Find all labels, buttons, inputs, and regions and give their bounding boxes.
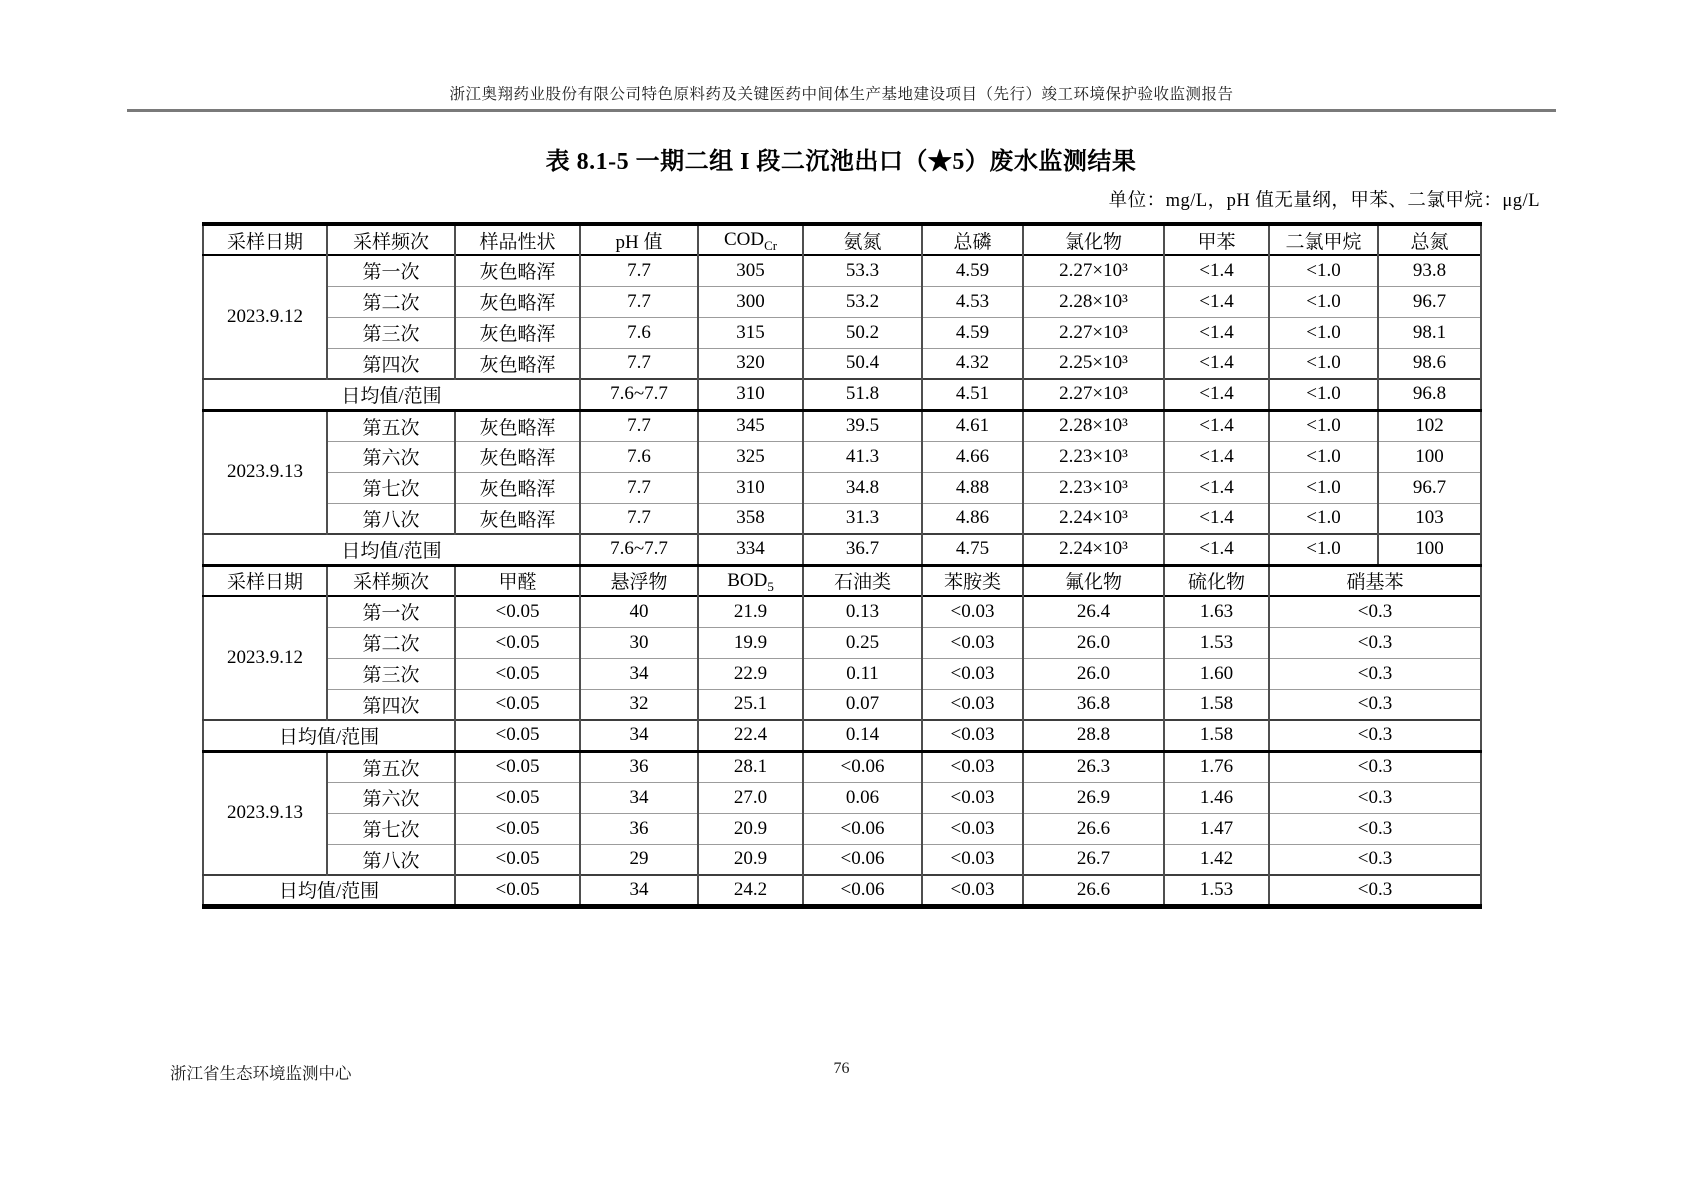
value-cell: <0.3 [1269,813,1481,844]
value-cell: 345 [698,410,803,441]
value-cell: <0.03 [922,782,1023,813]
col-header [803,565,922,596]
value-cell: 26.4 [1023,596,1164,627]
value-cell: <1.4 [1164,348,1269,379]
value-cell: <1.0 [1269,286,1378,317]
value-cell: 灰色略浑 [455,255,580,286]
col-header-label: 苯胺类 [943,572,1001,594]
value-cell: 1.63 [1164,596,1269,627]
col-header-label: 采样日期 [226,231,303,253]
value-cell: 20.9 [698,813,803,844]
value-cell: 300 [698,286,803,317]
value-cell: 24.2 [698,875,803,906]
value-cell: 34 [580,658,698,689]
value-cell: <1.0 [1269,379,1378,410]
value-cell: <0.05 [455,782,580,813]
col-header [1269,565,1481,596]
monitoring-table [202,222,1482,909]
value-cell: <0.06 [803,844,922,875]
value-cell: 34 [580,782,698,813]
value-cell: 28.1 [698,751,803,782]
frequency-cell: 第八次 [327,503,455,534]
frequency-cell: 第七次 [327,472,455,503]
value-cell: 0.06 [803,782,922,813]
value-cell: 1.53 [1164,875,1269,906]
table-row [203,751,1481,782]
value-cell: 1.58 [1164,720,1269,751]
value-cell: <0.3 [1269,875,1481,906]
value-cell: 灰色略浑 [455,503,580,534]
value-cell: <0.3 [1269,658,1481,689]
col-header-label: 二氯甲烷 [1285,231,1362,253]
value-cell: 22.4 [698,720,803,751]
col-header-subscript: 5 [767,578,774,594]
value-cell: 26.0 [1023,658,1164,689]
value-cell: 灰色略浑 [455,317,580,348]
value-cell: 26.6 [1023,813,1164,844]
col-header [455,224,580,255]
value-cell: 2.28×10³ [1023,410,1164,441]
date-cell: 2023.9.12 [203,596,327,720]
frequency-cell: 第五次 [327,751,455,782]
frequency-cell: 第五次 [327,410,455,441]
header-divider [127,109,1556,112]
value-cell: <1.4 [1164,286,1269,317]
col-header-label: 悬浮物 [610,572,668,594]
value-cell: 7.7 [580,472,698,503]
value-cell: 358 [698,503,803,534]
value-cell: 39.5 [803,410,922,441]
value-cell: 4.61 [922,410,1023,441]
value-cell: 4.53 [922,286,1023,317]
frequency-cell: 第二次 [327,627,455,658]
col-header-label: 硝基苯 [1346,572,1404,594]
daily-average-row [203,534,1481,565]
value-cell: 0.11 [803,658,922,689]
value-cell: <1.4 [1164,472,1269,503]
table-row [203,503,1481,534]
value-cell: <1.4 [1164,255,1269,286]
col-header [327,565,455,596]
value-cell: 4.51 [922,379,1023,410]
frequency-cell: 第三次 [327,317,455,348]
col-header [455,565,580,596]
frequency-cell: 第四次 [327,348,455,379]
value-cell: 50.4 [803,348,922,379]
value-cell: <0.03 [922,689,1023,720]
frequency-cell: 第八次 [327,844,455,875]
value-cell: 26.7 [1023,844,1164,875]
value-cell: 325 [698,441,803,472]
value-cell: 36.7 [803,534,922,565]
value-cell: 19.9 [698,627,803,658]
value-cell: 7.7 [580,255,698,286]
value-cell: 灰色略浑 [455,286,580,317]
table-header-row [203,565,1481,596]
value-cell: 26.6 [1023,875,1164,906]
value-cell: 31.3 [803,503,922,534]
col-header [803,224,922,255]
value-cell: 7.7 [580,410,698,441]
table-row [203,286,1481,317]
value-cell: <1.4 [1164,503,1269,534]
value-cell: <0.3 [1269,720,1481,751]
frequency-cell: 第二次 [327,286,455,317]
value-cell: <0.05 [455,689,580,720]
value-cell: 36 [580,751,698,782]
value-cell: <1.0 [1269,534,1378,565]
table-row [203,410,1481,441]
col-header-label: COD [723,229,765,250]
value-cell: 34 [580,875,698,906]
value-cell: <0.05 [455,875,580,906]
value-cell: <0.06 [803,875,922,906]
value-cell: <1.4 [1164,379,1269,410]
value-cell: <1.0 [1269,503,1378,534]
frequency-cell: 第一次 [327,596,455,627]
value-cell: 26.3 [1023,751,1164,782]
value-cell: 2.23×10³ [1023,472,1164,503]
value-cell: 7.7 [580,503,698,534]
value-cell: 103 [1378,503,1481,534]
frequency-cell: 第六次 [327,441,455,472]
table-row [203,844,1481,875]
date-cell: 2023.9.13 [203,410,327,534]
frequency-cell: 第一次 [327,255,455,286]
col-header-label: 采样频次 [352,572,429,594]
value-cell: 7.7 [580,286,698,317]
value-cell: <0.3 [1269,782,1481,813]
value-cell: <1.4 [1164,534,1269,565]
value-cell: 40 [580,596,698,627]
value-cell: 2.24×10³ [1023,534,1164,565]
value-cell: 灰色略浑 [455,410,580,441]
col-header [1164,224,1269,255]
col-header-label: 氟化物 [1064,572,1122,594]
col-header-label: 甲苯 [1197,231,1236,253]
daily-average-label: 日均值/范围 [203,720,455,751]
value-cell: 2.27×10³ [1023,255,1164,286]
col-header-label: 氨氮 [843,231,882,253]
value-cell: <1.0 [1269,348,1378,379]
value-cell: <0.05 [455,751,580,782]
col-header [1269,224,1378,255]
frequency-cell: 第七次 [327,813,455,844]
daily-average-row [203,875,1481,906]
value-cell: 27.0 [698,782,803,813]
table-row [203,658,1481,689]
value-cell: <0.05 [455,813,580,844]
col-header-label: 硫化物 [1187,572,1245,594]
col-header [580,565,698,596]
value-cell: <1.4 [1164,410,1269,441]
value-cell: <0.3 [1269,751,1481,782]
value-cell: 4.75 [922,534,1023,565]
value-cell: <0.03 [922,658,1023,689]
value-cell: <0.3 [1269,844,1481,875]
value-cell: 51.8 [803,379,922,410]
value-cell: 100 [1378,441,1481,472]
col-header-label: pH 值 [615,231,663,253]
value-cell: 1.53 [1164,627,1269,658]
daily-average-row [203,379,1481,410]
value-cell: <0.05 [455,596,580,627]
value-cell: 315 [698,317,803,348]
value-cell: 4.86 [922,503,1023,534]
col-header [922,224,1023,255]
value-cell: 1.76 [1164,751,1269,782]
value-cell: 4.88 [922,472,1023,503]
col-header [922,565,1023,596]
col-header-label: 采样日期 [226,572,303,594]
daily-average-label: 日均值/范围 [203,379,580,410]
value-cell: 30 [580,627,698,658]
value-cell: 1.42 [1164,844,1269,875]
value-cell: 灰色略浑 [455,348,580,379]
table-row [203,441,1481,472]
table-row [203,317,1481,348]
value-cell: <0.05 [455,844,580,875]
value-cell: <0.05 [455,658,580,689]
daily-average-label: 日均值/范围 [203,534,580,565]
value-cell: <0.03 [922,751,1023,782]
col-header-label: 氯化物 [1064,231,1122,253]
col-header [1378,224,1481,255]
page-header-text: 浙江奥翔药业股份有限公司特色原料药及关键医药中间体生产基地建设项目（先行）竣工环境保护验收监测报告 [449,86,1234,103]
value-cell: 53.3 [803,255,922,286]
value-cell: 4.59 [922,255,1023,286]
value-cell: 102 [1378,410,1481,441]
page-number: 76 [833,1060,850,1077]
col-header-label: 采样频次 [352,231,429,253]
value-cell: 34.8 [803,472,922,503]
date-cell: 2023.9.13 [203,751,327,875]
date-cell: 2023.9.12 [203,255,327,379]
value-cell: 310 [698,379,803,410]
col-header [698,565,803,596]
table-header-row [203,224,1481,255]
col-header [1164,565,1269,596]
value-cell: 2.27×10³ [1023,317,1164,348]
value-cell: 4.32 [922,348,1023,379]
table-title: 表 8.1-5 一期二组 I 段二沉池出口（★5）废水监测结果 [545,149,1137,175]
value-cell: 2.25×10³ [1023,348,1164,379]
table-row [203,348,1481,379]
col-header [698,224,803,255]
value-cell: 320 [698,348,803,379]
value-cell: <1.4 [1164,317,1269,348]
footer-organization: 浙江省生态环境监测中心 [170,1064,352,1083]
value-cell: <1.4 [1164,441,1269,472]
value-cell: 36.8 [1023,689,1164,720]
value-cell: 1.60 [1164,658,1269,689]
unit-note: 单位：mg/L，pH 值无量纲，甲苯、二氯甲烷：μg/L [1108,191,1540,211]
col-header-label: 总磷 [953,231,992,253]
value-cell: 96.8 [1378,379,1481,410]
value-cell: 0.07 [803,689,922,720]
value-cell: <0.03 [922,720,1023,751]
value-cell: 26.9 [1023,782,1164,813]
table-row [203,782,1481,813]
value-cell: <0.3 [1269,627,1481,658]
value-cell: 305 [698,255,803,286]
page-header [0,82,1683,104]
value-cell: 53.2 [803,286,922,317]
value-cell: 32 [580,689,698,720]
value-cell: <1.0 [1269,472,1378,503]
table-row [203,627,1481,658]
frequency-cell: 第三次 [327,658,455,689]
value-cell: 93.8 [1378,255,1481,286]
value-cell: 灰色略浑 [455,441,580,472]
col-header [327,224,455,255]
value-cell: <1.0 [1269,410,1378,441]
value-cell: 7.6 [580,317,698,348]
col-header [203,224,327,255]
value-cell: 28.8 [1023,720,1164,751]
value-cell: 7.6~7.7 [580,379,698,410]
daily-average-row [203,720,1481,751]
value-cell: 50.2 [803,317,922,348]
value-cell: 20.9 [698,844,803,875]
value-cell: <0.03 [922,875,1023,906]
value-cell: 2.24×10³ [1023,503,1164,534]
value-cell: 灰色略浑 [455,472,580,503]
value-cell: 2.28×10³ [1023,286,1164,317]
value-cell: 96.7 [1378,286,1481,317]
value-cell: 4.59 [922,317,1023,348]
value-cell: 1.47 [1164,813,1269,844]
value-cell: <0.05 [455,720,580,751]
col-header [1023,565,1164,596]
value-cell: <1.0 [1269,255,1378,286]
value-cell: <0.05 [455,627,580,658]
table-row [203,689,1481,720]
value-cell: <1.0 [1269,317,1378,348]
value-cell: 98.1 [1378,317,1481,348]
value-cell: 0.13 [803,596,922,627]
daily-average-label: 日均值/范围 [203,875,455,906]
value-cell: 25.1 [698,689,803,720]
value-cell: 7.7 [580,348,698,379]
value-cell: 21.9 [698,596,803,627]
value-cell: 0.14 [803,720,922,751]
value-cell: 26.0 [1023,627,1164,658]
value-cell: 310 [698,472,803,503]
col-header-label: 总氮 [1410,231,1449,253]
table-row [203,596,1481,627]
col-header-label: 样品性状 [479,231,556,253]
col-header [1023,224,1164,255]
value-cell: 7.6~7.7 [580,534,698,565]
value-cell: 29 [580,844,698,875]
col-header-label: 石油类 [833,572,891,594]
frequency-cell: 第四次 [327,689,455,720]
value-cell: 334 [698,534,803,565]
value-cell: 34 [580,720,698,751]
value-cell: 98.6 [1378,348,1481,379]
value-cell: 4.66 [922,441,1023,472]
frequency-cell: 第六次 [327,782,455,813]
value-cell: <0.3 [1269,689,1481,720]
value-cell: 0.25 [803,627,922,658]
value-cell: 22.9 [698,658,803,689]
value-cell: <0.03 [922,627,1023,658]
value-cell: <0.06 [803,751,922,782]
col-header-label: BOD [727,569,768,591]
value-cell: 2.23×10³ [1023,441,1164,472]
value-cell: <0.3 [1269,596,1481,627]
value-cell: 36 [580,813,698,844]
value-cell: 100 [1378,534,1481,565]
value-cell: <0.03 [922,844,1023,875]
table-row [203,472,1481,503]
value-cell: 2.27×10³ [1023,379,1164,410]
value-cell: 41.3 [803,441,922,472]
table-row [203,813,1481,844]
value-cell: <0.03 [922,596,1023,627]
value-cell: 1.58 [1164,689,1269,720]
col-header [580,224,698,255]
value-cell: 1.46 [1164,782,1269,813]
value-cell: <0.03 [922,813,1023,844]
value-cell: <1.0 [1269,441,1378,472]
col-header [203,565,327,596]
value-cell: 7.6 [580,441,698,472]
col-header-subscript: Cr [764,237,778,253]
table-row [203,255,1481,286]
col-header-label: 甲醛 [498,572,537,594]
value-cell: <0.06 [803,813,922,844]
value-cell: 96.7 [1378,472,1481,503]
